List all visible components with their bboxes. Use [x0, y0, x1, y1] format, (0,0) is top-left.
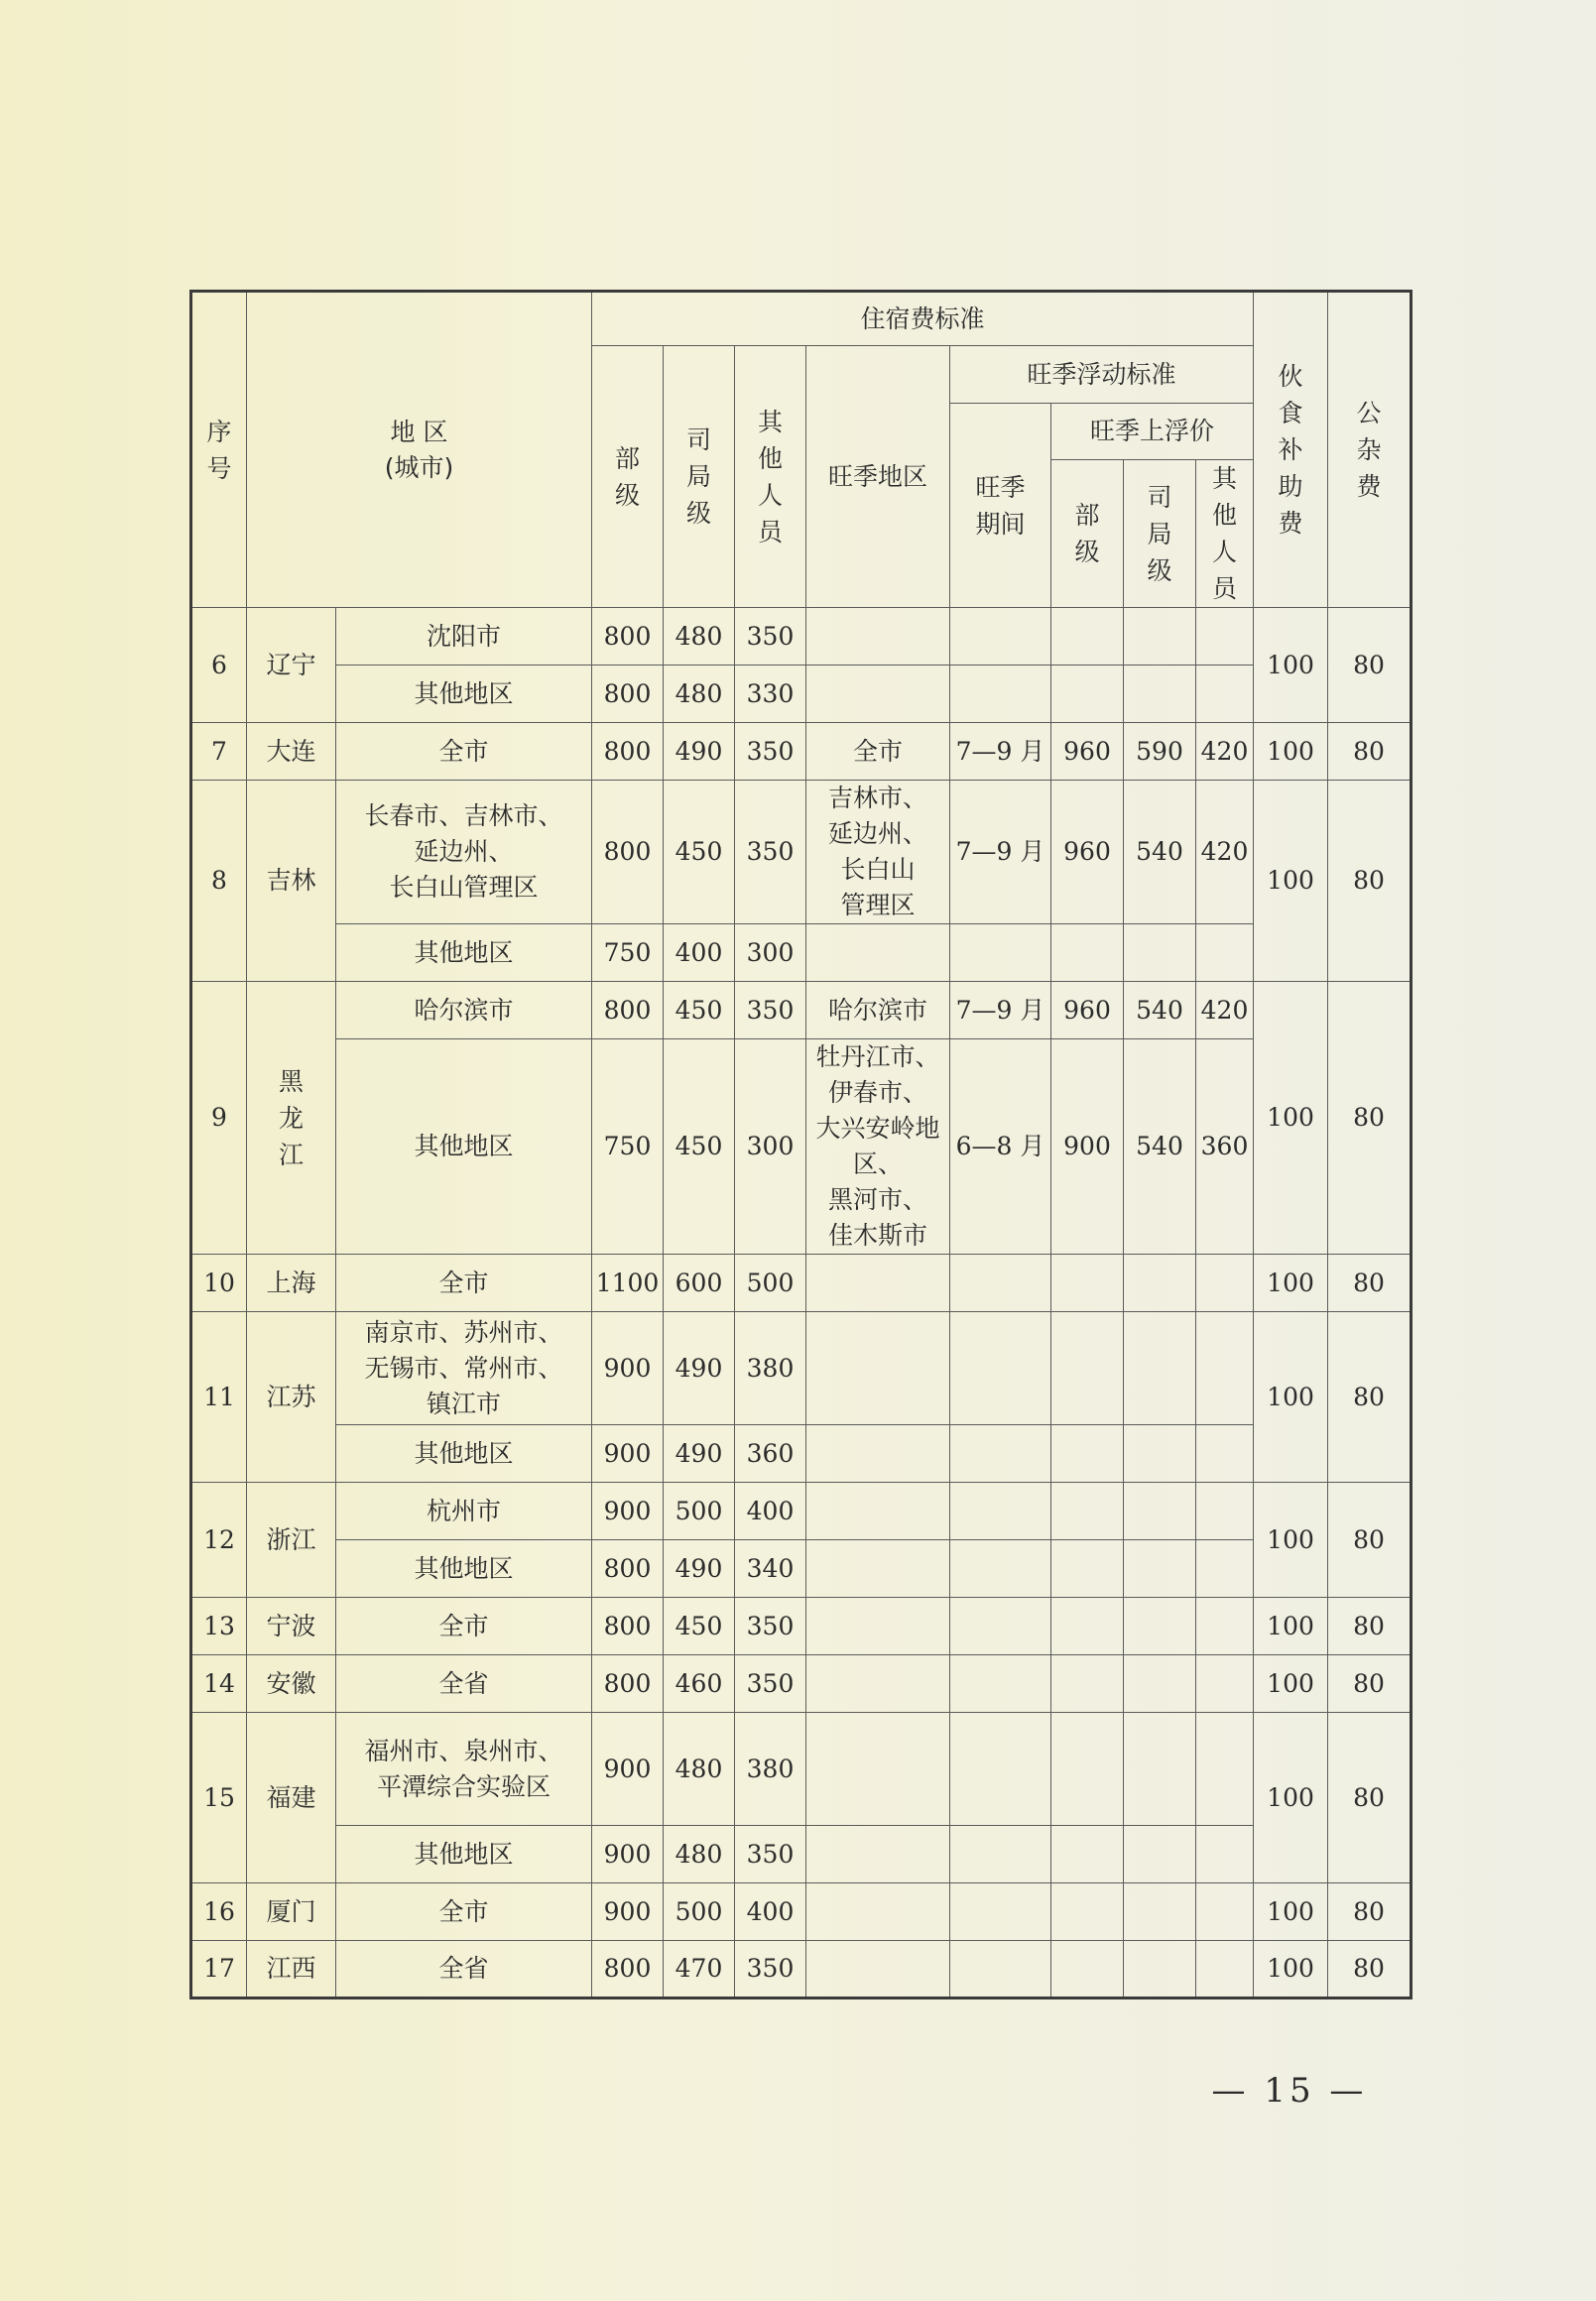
meal-allowance-cell: 100	[1254, 608, 1328, 723]
misc-fee-cell: 80	[1328, 1655, 1412, 1713]
meal-allowance-cell: 100	[1254, 982, 1328, 1255]
lodging-ministerial: 900	[592, 1826, 664, 1883]
table-row	[191, 1883, 1412, 1941]
lodging-others: 350	[735, 1941, 806, 1998]
province-cell: 宁波	[247, 1598, 336, 1655]
lodging-others: 380	[735, 1713, 806, 1826]
city-cell: 其他地区	[336, 1540, 592, 1598]
table-row	[191, 1255, 1412, 1312]
peak-area-cell	[806, 1941, 950, 1998]
lodging-others: 340	[735, 1540, 806, 1598]
peak-period-cell: 7—9 月	[950, 982, 1051, 1039]
peak-area-cell: 牡丹江市、 伊春市、 大兴安岭地区、 黑河市、 佳木斯市	[806, 1039, 950, 1255]
misc-fee-cell: 80	[1328, 1941, 1412, 1998]
lodging-ministerial: 750	[592, 924, 664, 982]
city-cell: 福州市、泉州市、 平潭综合实验区	[336, 1713, 592, 1826]
lodging-others: 400	[735, 1483, 806, 1540]
misc-fee-cell: 80	[1328, 723, 1412, 781]
peak-period-cell	[950, 1255, 1051, 1312]
header-peak-floating: 旺季浮动标准	[950, 346, 1254, 404]
peak-area-cell	[806, 1883, 950, 1941]
header-peak-markup: 旺季上浮价	[1051, 404, 1254, 460]
peak-period-cell	[950, 1312, 1051, 1425]
peak-bureau	[1124, 1425, 1196, 1483]
peak-others: 360	[1196, 1039, 1254, 1255]
meal-allowance-cell: 100	[1254, 723, 1328, 781]
lodging-others: 500	[735, 1255, 806, 1312]
lodging-others: 300	[735, 1039, 806, 1255]
meal-allowance-cell: 100	[1254, 1598, 1328, 1655]
table-row	[191, 666, 1412, 723]
lodging-ministerial: 800	[592, 1655, 664, 1713]
peak-ministerial: 900	[1051, 1039, 1124, 1255]
peak-bureau	[1124, 1713, 1196, 1826]
peak-ministerial	[1051, 1425, 1124, 1483]
header-peak-ministerial: 部级	[1051, 460, 1124, 608]
peak-area-cell	[806, 1255, 950, 1312]
peak-area-cell: 吉林市、 延边州、 长白山 管理区	[806, 781, 950, 924]
peak-ministerial	[1051, 1655, 1124, 1713]
lodging-ministerial: 900	[592, 1483, 664, 1540]
city-cell: 全市	[336, 1255, 592, 1312]
table-header	[191, 292, 1412, 608]
peak-area-cell	[806, 1713, 950, 1826]
lodging-others: 350	[735, 781, 806, 924]
city-cell: 其他地区	[336, 666, 592, 723]
peak-ministerial	[1051, 1598, 1124, 1655]
city-cell: 其他地区	[336, 1826, 592, 1883]
peak-area-cell	[806, 1312, 950, 1425]
peak-others	[1196, 1312, 1254, 1425]
city-cell: 哈尔滨市	[336, 982, 592, 1039]
lodging-ministerial: 900	[592, 1312, 664, 1425]
lodging-others: 350	[735, 1598, 806, 1655]
seq-cell: 10	[191, 1255, 247, 1312]
peak-period-cell	[950, 1483, 1051, 1540]
city-cell: 全市	[336, 1883, 592, 1941]
peak-bureau	[1124, 1312, 1196, 1425]
lodging-ministerial: 800	[592, 1941, 664, 1998]
city-cell: 杭州市	[336, 1483, 592, 1540]
lodging-ministerial: 800	[592, 723, 664, 781]
lodging-others: 380	[735, 1312, 806, 1425]
lodging-bureau: 450	[664, 1039, 735, 1255]
lodging-bureau: 490	[664, 1425, 735, 1483]
peak-period-cell	[950, 924, 1051, 982]
lodging-bureau: 450	[664, 1598, 735, 1655]
city-cell: 其他地区	[336, 1425, 592, 1483]
peak-ministerial	[1051, 666, 1124, 723]
header-peak-area: 旺季地区	[806, 346, 950, 608]
table-row	[191, 982, 1412, 1039]
peak-others	[1196, 1425, 1254, 1483]
peak-area-cell	[806, 608, 950, 666]
lodging-ministerial: 800	[592, 666, 664, 723]
peak-area-cell	[806, 1826, 950, 1883]
header-others: 其他人员	[735, 346, 806, 608]
table-row	[191, 1713, 1412, 1826]
peak-area-cell	[806, 1598, 950, 1655]
city-cell: 其他地区	[336, 1039, 592, 1255]
table-row	[191, 1941, 1412, 1998]
peak-others	[1196, 1483, 1254, 1540]
province-cell: 安徽	[247, 1655, 336, 1713]
lodging-ministerial: 800	[592, 1598, 664, 1655]
header-ministerial: 部级	[592, 346, 664, 608]
peak-bureau	[1124, 1655, 1196, 1713]
header-meal-allowance: 伙食补助费	[1254, 292, 1328, 608]
peak-ministerial	[1051, 608, 1124, 666]
peak-bureau	[1124, 608, 1196, 666]
peak-others	[1196, 1941, 1254, 1998]
seq-cell: 13	[191, 1598, 247, 1655]
peak-others	[1196, 1713, 1254, 1826]
lodging-ministerial: 800	[592, 1540, 664, 1598]
lodging-bureau: 480	[664, 608, 735, 666]
misc-fee-cell: 80	[1328, 1483, 1412, 1598]
meal-allowance-cell: 100	[1254, 1655, 1328, 1713]
peak-others	[1196, 1540, 1254, 1598]
lodging-bureau: 600	[664, 1255, 735, 1312]
header-peak-others: 其他人员	[1196, 460, 1254, 608]
page-number: — 15 —	[1211, 2071, 1368, 2111]
lodging-bureau: 450	[664, 781, 735, 924]
peak-bureau	[1124, 1483, 1196, 1540]
province-cell: 江苏	[247, 1312, 336, 1483]
peak-period-cell	[950, 1883, 1051, 1941]
province-cell: 浙江	[247, 1483, 336, 1598]
misc-fee-cell: 80	[1328, 1883, 1412, 1941]
lodging-bureau: 400	[664, 924, 735, 982]
table-row	[191, 1655, 1412, 1713]
peak-others	[1196, 1255, 1254, 1312]
lodging-bureau: 490	[664, 723, 735, 781]
peak-ministerial: 960	[1051, 982, 1124, 1039]
seq-cell: 17	[191, 1941, 247, 1998]
peak-bureau	[1124, 1598, 1196, 1655]
lodging-others: 350	[735, 723, 806, 781]
province-cell: 福建	[247, 1713, 336, 1883]
peak-others: 420	[1196, 781, 1254, 924]
table-row	[191, 1425, 1412, 1483]
seq-cell: 15	[191, 1713, 247, 1883]
peak-bureau: 540	[1124, 1039, 1196, 1255]
province-cell: 辽宁	[247, 608, 336, 723]
meal-allowance-cell: 100	[1254, 1483, 1328, 1598]
lodging-bureau: 470	[664, 1941, 735, 1998]
peak-period-cell	[950, 1598, 1051, 1655]
city-cell: 全省	[336, 1941, 592, 1998]
meal-allowance-cell: 100	[1254, 1941, 1328, 1998]
table-row	[191, 924, 1412, 982]
lodging-ministerial: 800	[592, 982, 664, 1039]
peak-others	[1196, 1655, 1254, 1713]
table-row	[191, 1483, 1412, 1540]
lodging-ministerial: 800	[592, 608, 664, 666]
lodging-others: 350	[735, 1655, 806, 1713]
header-misc-fee: 公杂费	[1328, 292, 1412, 608]
city-cell: 全市	[336, 723, 592, 781]
peak-period-cell	[950, 1826, 1051, 1883]
meal-allowance-cell: 100	[1254, 781, 1328, 982]
meal-allowance-cell: 100	[1254, 1713, 1328, 1883]
peak-others	[1196, 1598, 1254, 1655]
table-row	[191, 1598, 1412, 1655]
peak-ministerial	[1051, 1540, 1124, 1598]
peak-bureau: 590	[1124, 723, 1196, 781]
peak-ministerial	[1051, 1483, 1124, 1540]
peak-ministerial: 960	[1051, 723, 1124, 781]
seq-cell: 11	[191, 1312, 247, 1483]
lodging-bureau: 500	[664, 1883, 735, 1941]
peak-others: 420	[1196, 982, 1254, 1039]
peak-ministerial	[1051, 1312, 1124, 1425]
seq-cell: 8	[191, 781, 247, 982]
lodging-ministerial: 800	[592, 781, 664, 924]
lodging-bureau: 460	[664, 1655, 735, 1713]
city-cell: 长春市、吉林市、 延边州、 长白山管理区	[336, 781, 592, 924]
city-cell: 全省	[336, 1655, 592, 1713]
lodging-ministerial: 900	[592, 1713, 664, 1826]
peak-bureau: 540	[1124, 982, 1196, 1039]
peak-bureau: 540	[1124, 781, 1196, 924]
misc-fee-cell: 80	[1328, 1312, 1412, 1483]
province-cell: 厦门	[247, 1883, 336, 1941]
header-lodging-standard: 住宿费标准	[592, 292, 1254, 346]
province-cell: 上海	[247, 1255, 336, 1312]
peak-bureau	[1124, 924, 1196, 982]
header-bureau: 司局级	[664, 346, 735, 608]
misc-fee-cell: 80	[1328, 982, 1412, 1255]
peak-ministerial	[1051, 1713, 1124, 1826]
header-peak-bureau: 司局级	[1124, 460, 1196, 608]
peak-bureau	[1124, 1540, 1196, 1598]
misc-fee-cell: 80	[1328, 781, 1412, 982]
meal-allowance-cell: 100	[1254, 1312, 1328, 1483]
peak-period-cell	[950, 666, 1051, 723]
misc-fee-cell: 80	[1328, 1598, 1412, 1655]
peak-area-cell	[806, 1425, 950, 1483]
city-cell: 全市	[336, 1598, 592, 1655]
peak-area-cell	[806, 1540, 950, 1598]
peak-others	[1196, 924, 1254, 982]
misc-fee-cell: 80	[1328, 608, 1412, 723]
lodging-others: 360	[735, 1425, 806, 1483]
peak-others	[1196, 1883, 1254, 1941]
lodging-ministerial: 900	[592, 1883, 664, 1941]
peak-bureau	[1124, 1255, 1196, 1312]
peak-ministerial	[1051, 924, 1124, 982]
peak-others	[1196, 608, 1254, 666]
peak-bureau	[1124, 1941, 1196, 1998]
peak-period-cell	[950, 1540, 1051, 1598]
lodging-others: 350	[735, 1826, 806, 1883]
misc-fee-cell: 80	[1328, 1255, 1412, 1312]
province-name: 黑龙江	[279, 1066, 305, 1169]
peak-bureau	[1124, 1883, 1196, 1941]
table-body	[191, 608, 1412, 1998]
seq-cell: 16	[191, 1883, 247, 1941]
peak-period-cell	[950, 1655, 1051, 1713]
lodging-others: 330	[735, 666, 806, 723]
travel-expense-standard-table	[189, 290, 1412, 1999]
lodging-bureau: 480	[664, 1713, 735, 1826]
table-row	[191, 1312, 1412, 1425]
lodging-ministerial: 750	[592, 1039, 664, 1255]
peak-ministerial	[1051, 1826, 1124, 1883]
peak-period-cell	[950, 1713, 1051, 1826]
header-seq: 序号	[191, 292, 247, 608]
peak-others	[1196, 1826, 1254, 1883]
province-cell: 吉林	[247, 781, 336, 982]
table-row	[191, 1540, 1412, 1598]
header-peak-period: 旺季期间	[950, 404, 1051, 608]
lodging-ministerial: 1100	[592, 1255, 664, 1312]
table-row	[191, 608, 1412, 666]
peak-area-cell: 哈尔滨市	[806, 982, 950, 1039]
lodging-bureau: 480	[664, 1826, 735, 1883]
lodging-bureau: 450	[664, 982, 735, 1039]
peak-area-cell: 全市	[806, 723, 950, 781]
seq-cell: 9	[191, 982, 247, 1255]
peak-area-cell	[806, 924, 950, 982]
peak-others	[1196, 666, 1254, 723]
peak-period-cell: 7—9 月	[950, 781, 1051, 924]
lodging-ministerial: 900	[592, 1425, 664, 1483]
lodging-others: 350	[735, 982, 806, 1039]
table-row	[191, 1826, 1412, 1883]
seq-cell: 6	[191, 608, 247, 723]
peak-area-cell	[806, 666, 950, 723]
lodging-bureau: 500	[664, 1483, 735, 1540]
city-cell: 沈阳市	[336, 608, 592, 666]
peak-ministerial: 960	[1051, 781, 1124, 924]
peak-period-cell	[950, 608, 1051, 666]
lodging-others: 350	[735, 608, 806, 666]
peak-period-cell: 7—9 月	[950, 723, 1051, 781]
table-row	[191, 1039, 1412, 1255]
meal-allowance-cell: 100	[1254, 1883, 1328, 1941]
seq-cell: 14	[191, 1655, 247, 1713]
province-cell	[247, 982, 336, 1255]
meal-allowance-cell: 100	[1254, 1255, 1328, 1312]
peak-ministerial	[1051, 1883, 1124, 1941]
lodging-bureau: 480	[664, 666, 735, 723]
peak-period-cell	[950, 1425, 1051, 1483]
city-cell: 其他地区	[336, 924, 592, 982]
seq-cell: 12	[191, 1483, 247, 1598]
peak-area-cell	[806, 1655, 950, 1713]
seq-cell: 7	[191, 723, 247, 781]
peak-others: 420	[1196, 723, 1254, 781]
misc-fee-cell: 80	[1328, 1713, 1412, 1883]
lodging-bureau: 490	[664, 1540, 735, 1598]
table-row	[191, 723, 1412, 781]
peak-bureau	[1124, 666, 1196, 723]
province-cell: 江西	[247, 1941, 336, 1998]
province-cell: 大连	[247, 723, 336, 781]
peak-bureau	[1124, 1826, 1196, 1883]
peak-ministerial	[1051, 1255, 1124, 1312]
table-row	[191, 781, 1412, 924]
lodging-bureau: 490	[664, 1312, 735, 1425]
peak-ministerial	[1051, 1941, 1124, 1998]
peak-period-cell	[950, 1941, 1051, 1998]
header-region: 地 区 (城市)	[247, 292, 592, 608]
peak-period-cell: 6—8 月	[950, 1039, 1051, 1255]
lodging-others: 400	[735, 1883, 806, 1941]
lodging-others: 300	[735, 924, 806, 982]
city-cell: 南京市、苏州市、 无锡市、常州市、 镇江市	[336, 1312, 592, 1425]
peak-area-cell	[806, 1483, 950, 1540]
